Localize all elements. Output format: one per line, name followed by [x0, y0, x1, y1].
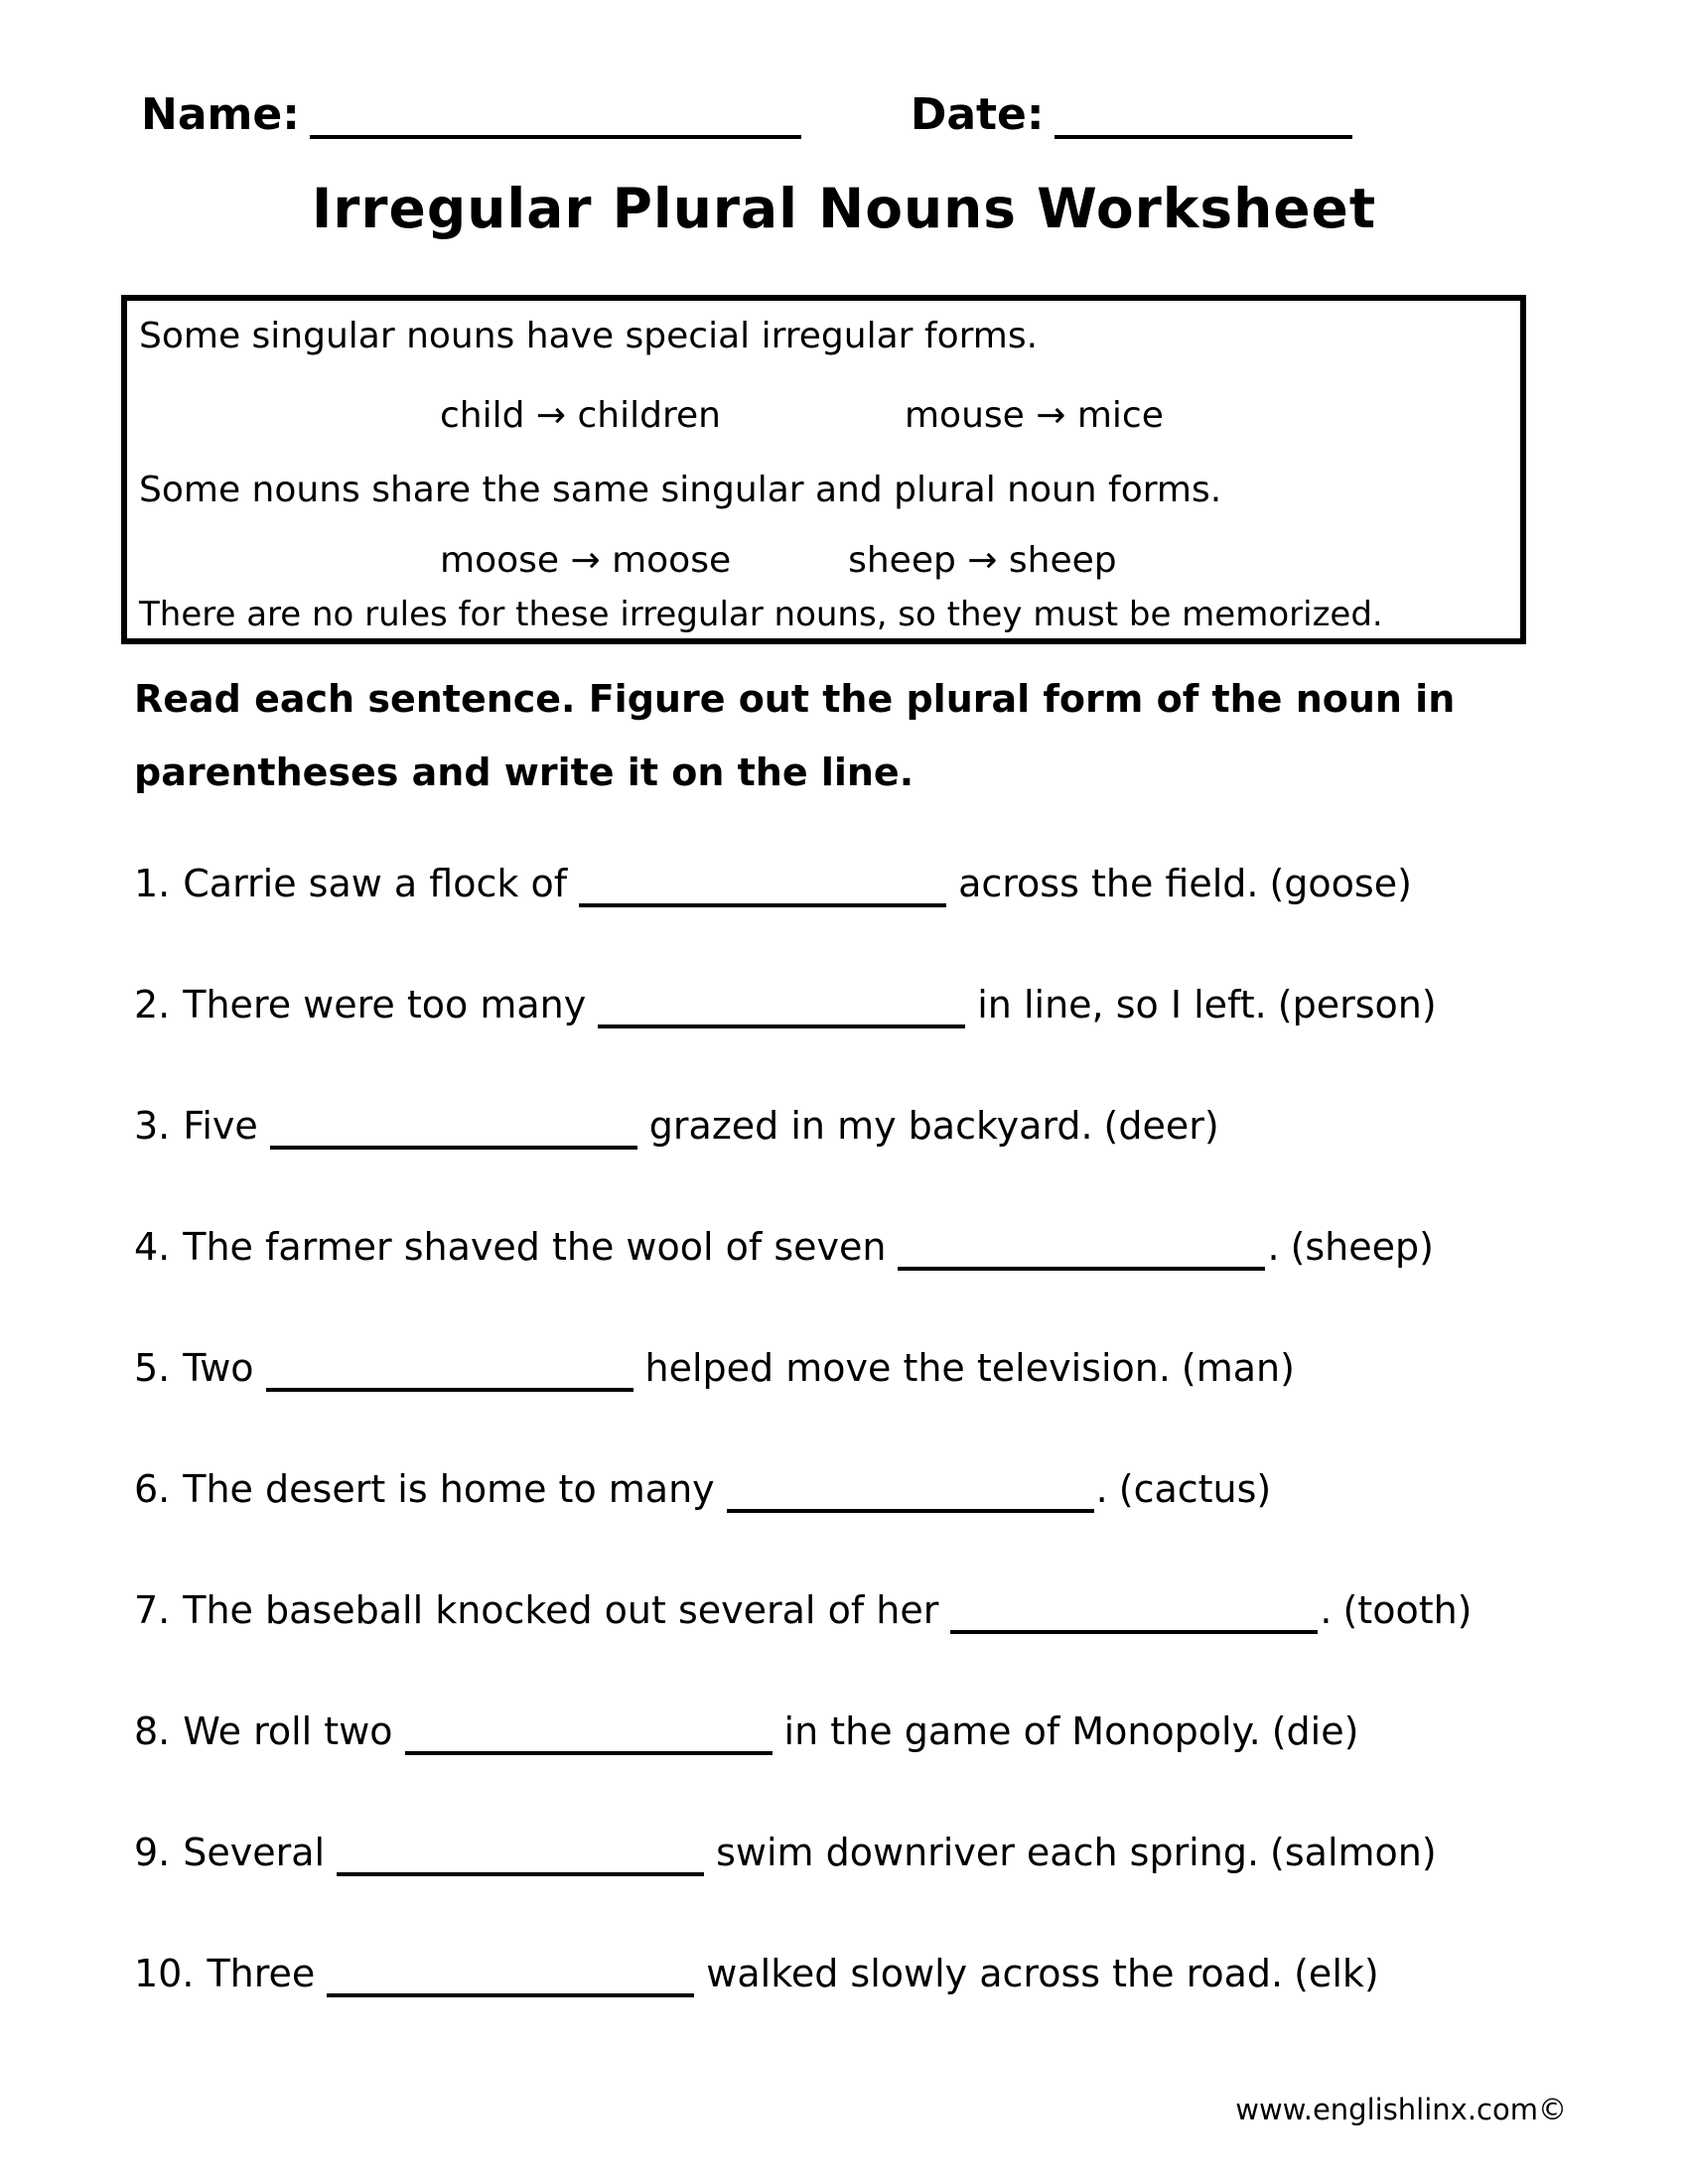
question-number: 9. — [134, 1831, 171, 1874]
question-before: Five — [183, 1104, 258, 1148]
question-hint: (elk) — [1294, 1952, 1379, 1995]
answer-blank[interactable] — [579, 866, 946, 907]
question-after: helped move the television. — [644, 1346, 1171, 1390]
question-row — [134, 1346, 1295, 1392]
rule-examples-1 — [440, 394, 1164, 437]
date-input-line[interactable] — [1055, 97, 1352, 139]
answer-blank[interactable] — [337, 1835, 704, 1876]
question-number: 2. — [134, 983, 171, 1026]
question-hint: (person) — [1277, 983, 1437, 1026]
rule-example: child → children — [440, 395, 721, 436]
question-hint: (cactus) — [1118, 1467, 1272, 1511]
date-label: Date: — [910, 89, 1045, 140]
question-row — [134, 1588, 1473, 1634]
question-number: 6. — [134, 1467, 171, 1511]
rule-example: mouse → mice — [904, 395, 1164, 436]
question-after: . — [1320, 1588, 1333, 1632]
answer-blank[interactable] — [727, 1471, 1094, 1513]
question-hint: (sheep) — [1290, 1225, 1434, 1269]
name-label: Name: — [141, 89, 300, 140]
question-before: The desert is home to many — [183, 1467, 715, 1511]
rule-example: moose → moose — [440, 540, 732, 581]
question-before: The baseball knocked out several of her — [183, 1588, 939, 1632]
question-after: swim downriver each spring. — [716, 1831, 1260, 1874]
rule-example: sheep → sheep — [848, 540, 1117, 581]
question-row — [134, 1709, 1358, 1755]
answer-blank[interactable] — [270, 1108, 637, 1150]
rule-text-3: There are no rules for these irregular nouns, so they must be memorized. — [139, 595, 1383, 634]
question-before: Three — [207, 1952, 316, 1995]
answer-blank[interactable] — [598, 987, 965, 1028]
question-after: . — [1095, 1467, 1108, 1511]
question-before: Carrie saw a flock of — [183, 862, 568, 905]
question-hint: (man) — [1181, 1346, 1295, 1390]
question-hint: (tooth) — [1342, 1588, 1473, 1632]
rule-examples-2 — [440, 539, 1117, 582]
question-before: We roll two — [183, 1709, 393, 1753]
question-row — [134, 983, 1437, 1028]
question-before: Several — [183, 1831, 326, 1874]
question-before: There were too many — [183, 983, 587, 1026]
rule-text-1: Some singular nouns have special irregular forms. — [139, 316, 1039, 356]
question-before: The farmer shaved the wool of seven — [183, 1225, 887, 1269]
header-row — [141, 91, 1352, 139]
question-number: 4. — [134, 1225, 171, 1269]
rule-text-2: Some nouns share the same singular and plural noun forms. — [139, 470, 1222, 510]
question-hint: (goose) — [1269, 862, 1412, 905]
question-after: walked slowly across the road. — [706, 1952, 1284, 1995]
question-hint: (die) — [1271, 1709, 1359, 1753]
answer-blank[interactable] — [266, 1350, 633, 1392]
answer-blank[interactable] — [327, 1956, 694, 1997]
question-row — [134, 1104, 1219, 1150]
site-credit: www.englishlinx.com© — [1235, 2093, 1567, 2126]
answer-blank[interactable] — [898, 1229, 1265, 1271]
instructions — [134, 677, 1455, 824]
question-after: . — [1267, 1225, 1280, 1269]
question-row — [134, 1225, 1434, 1271]
question-number: 10. — [134, 1952, 195, 1995]
question-hint: (deer) — [1103, 1104, 1219, 1148]
question-number: 1. — [134, 862, 171, 905]
question-number: 3. — [134, 1104, 171, 1148]
question-row — [134, 1952, 1379, 1997]
question-after: across the field. — [958, 862, 1259, 905]
instructions-line: parentheses and write it on the line. — [134, 751, 914, 794]
question-after: in line, so I left. — [977, 983, 1267, 1026]
name-input-line[interactable] — [310, 97, 801, 139]
question-number: 5. — [134, 1346, 171, 1390]
answer-blank[interactable] — [950, 1592, 1318, 1634]
question-row — [134, 862, 1412, 907]
rules-box — [121, 295, 1526, 644]
question-after: grazed in my backyard. — [648, 1104, 1093, 1148]
instructions-line: Read each sentence. Figure out the plural form of the noun in — [134, 677, 1456, 721]
question-number: 7. — [134, 1588, 171, 1632]
question-row — [134, 1467, 1271, 1513]
page-title: Irregular Plural Nouns Worksheet — [311, 177, 1377, 240]
question-number: 8. — [134, 1709, 171, 1753]
question-row — [134, 1831, 1437, 1876]
answer-blank[interactable] — [405, 1713, 773, 1755]
question-after: in the game of Monopoly. — [783, 1709, 1261, 1753]
question-before: Two — [183, 1346, 254, 1390]
question-hint: (salmon) — [1270, 1831, 1437, 1874]
